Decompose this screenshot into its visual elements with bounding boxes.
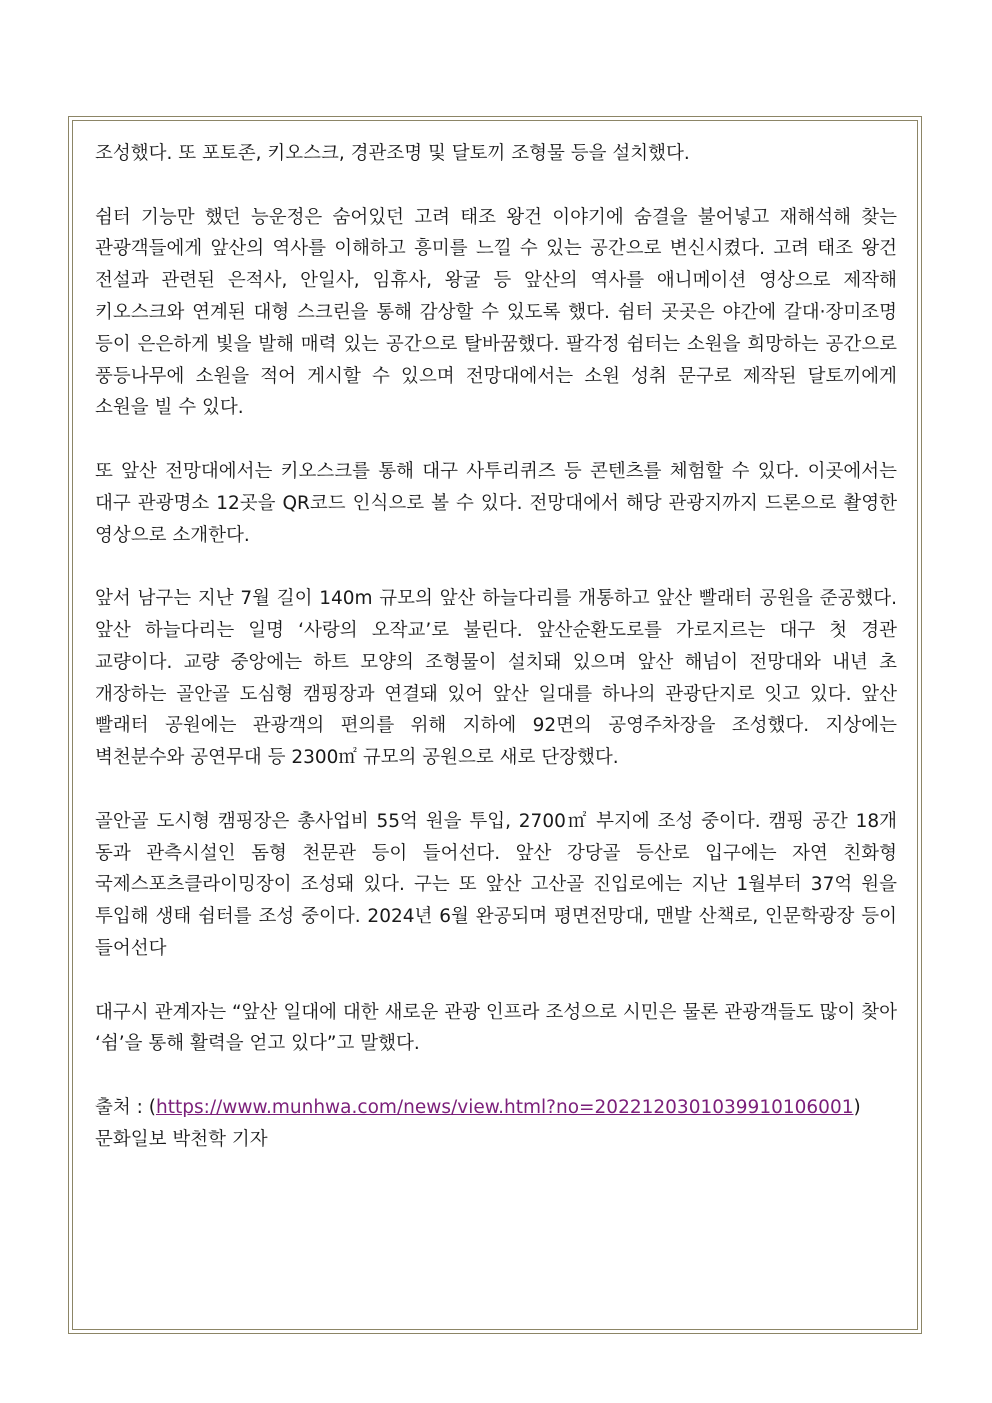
paragraph: 골안골 도시형 캠핑장은 총사업비 55억 원을 투입, 2700㎡ 부지에 조성 중이다. 캠핑 공간 18개 동과 관측시설인 돔형 천문관 등이 들어선다. 앞산 강당골 등산로 입구에는 자연 친화형 국제스포츠클라이밍장이 조성돼 있다. 구는 또 앞산 고산골 진입로에는 지난 1월부터 37억 원을 투입해 생태 쉼터를 조성 중이다. 2024년 6월 완공되며 평면전망대, 맨발 산책로, 인문학광장 등이 들어선다 <box>95 810 897 959</box>
paragraph: 또 앞산 전망대에서는 키오스크를 통해 대구 사투리퀴즈 등 콘텐츠를 체험할 수 있다. 이곳에서는 대구 관광명소 12곳을 QR코드 인식으로 볼 수 있다. 전망대에서 해당 관광지까지 드론으로 촬영한 영상으로 소개한다. <box>95 460 897 546</box>
paragraph: 대구시 관계자는 “앞산 일대에 대한 새로운 관광 인프라 조성으로 시민은 물론 관광객들도 많이 찾아 ‘쉼’을 통해 활력을 얻고 있다”고 말했다. <box>95 1001 897 1055</box>
author-byline: 문화일보 박천학 기자 <box>95 1128 268 1150</box>
article-body <box>95 138 897 1156</box>
source-suffix: ) <box>853 1096 861 1118</box>
source-prefix: 출처 : ( <box>95 1096 156 1118</box>
source-link[interactable]: https://www.munhwa.com/news/view.html?no=2022120301039910106001 <box>155 1096 854 1118</box>
paragraph: 앞서 남구는 지난 7월 길이 140m 규모의 앞산 하늘다리를 개통하고 앞산 빨래터 공원을 준공했다. 앞산 하늘다리는 일명 ‘사랑의 오작교’로 불린다. 앞산순환도로를 가로지르는 대구 첫 경관 교량이다. 교량 중앙에는 하트 모양의 조형물이 설치돼 있으며 앞산 해넘이 전망대와 내년 초 개장하는 골안골 도심형 캠핑장과 연결돼 있어 앞산 일대를 하나의 관광단지로 잇고 있다. 앞산 빨래터 공원에는 관광객의 편의를 위해 지하에 92면의 공영주차장을 조성했다. 지상에는 벽천분수와 공연무대 등 2300㎡ 규모의 공원으로 새로 단장했다. <box>95 588 897 769</box>
source-citation <box>95 1092 897 1124</box>
paragraph: 조성했다. 또 포토존, 키오스크, 경관조명 및 달토끼 조형물 등을 설치했다. <box>95 143 690 164</box>
paragraph: 쉼터 기능만 했던 능운정은 숨어있던 고려 태조 왕건 이야기에 숨결을 불어넣고 재해석해 찾는 관광객들에게 앞산의 역사를 이해하고 흥미를 느낄 수 있는 공간으로 변신시켰다. 고려 태조 왕건 전설과 관련된 은적사, 안일사, 임휴사, 왕굴 등 앞산의 역사를 애니메이션 영상으로 제작해 키오스크와 연계된 대형 스크린을 통해 감상할 수 있도록 했다. 쉼터 곳곳은 야간에 갈대·장미조명 등이 은은하게 빛을 발해 매력 있는 공간으로 탈바꿈했다. 팔각정 쉼터는 소원을 희망하는 공간으로 풍등나무에 소원을 적어 게시할 수 있으며 전망대에서는 소원 성취 문구로 제작된 달토끼에게 소원을 빌 수 있다. <box>95 206 897 419</box>
